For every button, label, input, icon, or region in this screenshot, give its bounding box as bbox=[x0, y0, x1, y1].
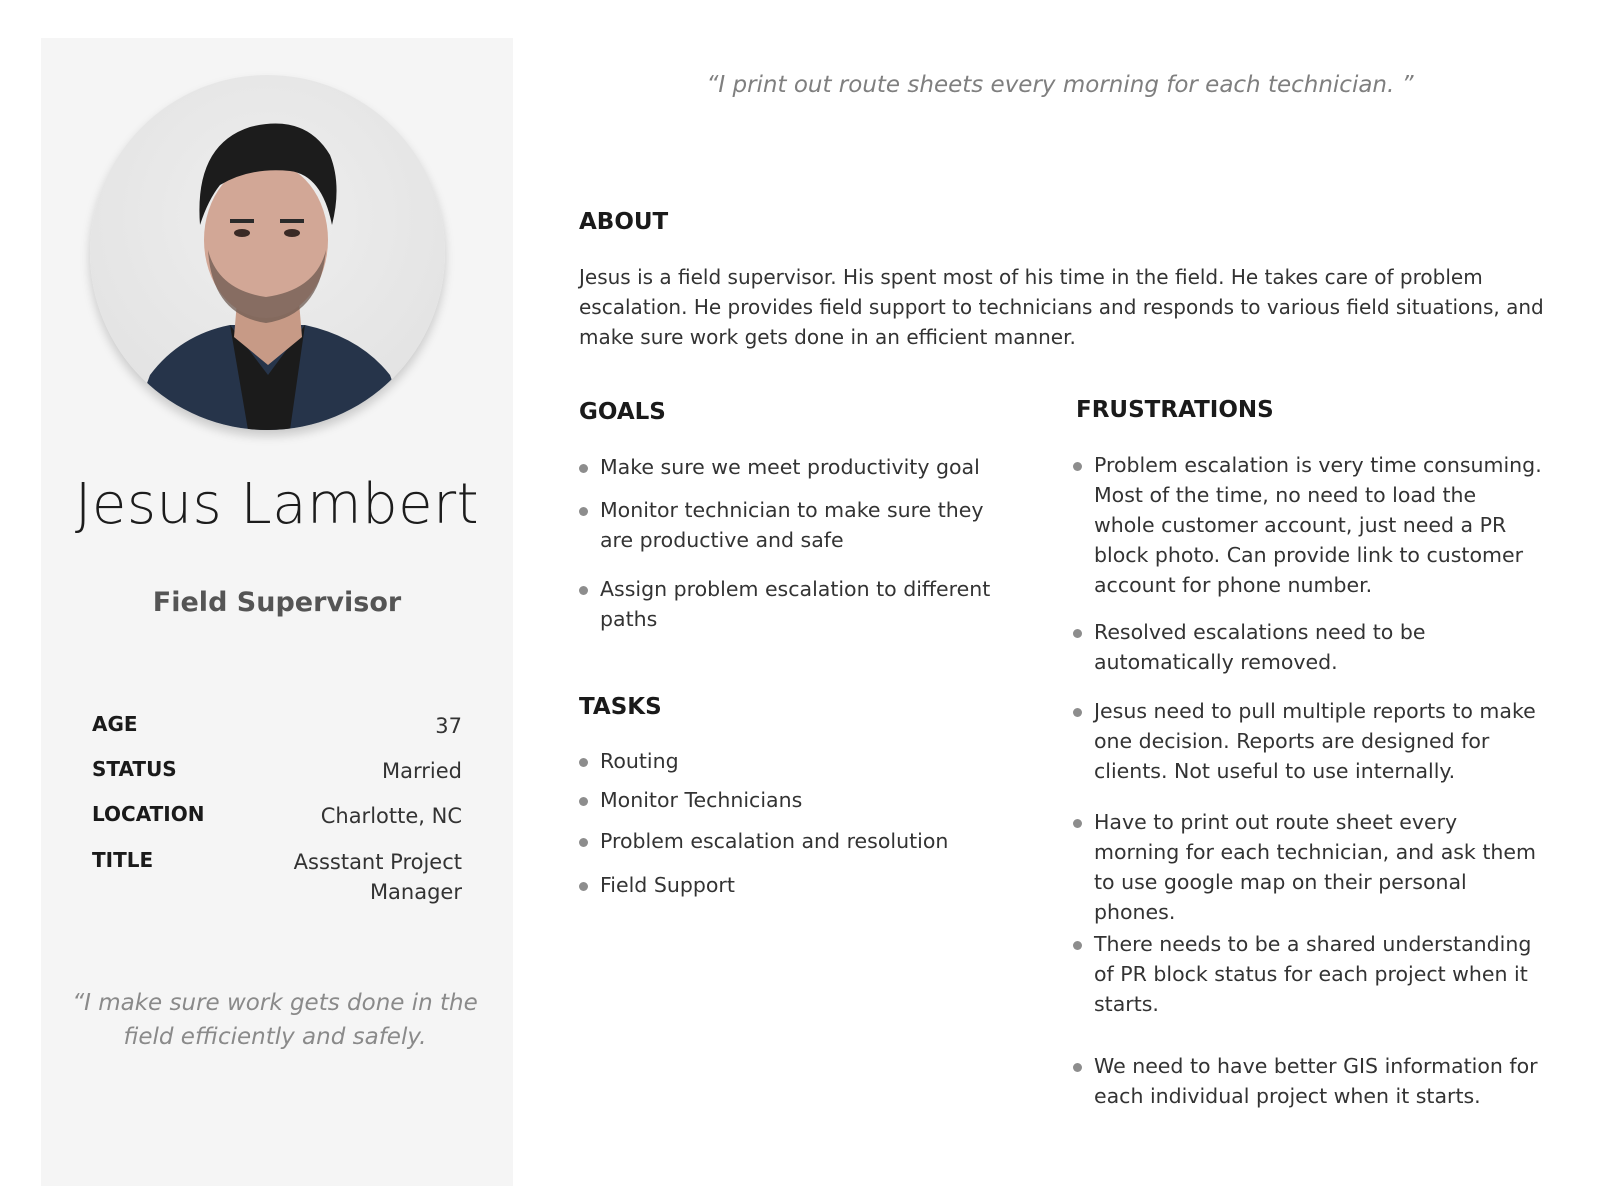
info-value-status: Married bbox=[382, 759, 462, 783]
goal-item: Assign problem escalation to different paths bbox=[579, 574, 1019, 634]
info-value-title: Assstant Project Manager bbox=[293, 850, 462, 904]
task-item: Monitor Technicians bbox=[579, 785, 1019, 815]
info-label-age: AGE bbox=[92, 712, 138, 736]
frustrations-heading: FRUSTRATIONS bbox=[1076, 397, 1274, 423]
person-name: Jesus Lambert bbox=[74, 472, 480, 537]
goal-item: Monitor technician to make sure they are productive and safe bbox=[579, 495, 1019, 555]
profile-quote: “I make sure work gets done in the field efficiently and safely. bbox=[72, 990, 478, 1050]
info-label-title: TITLE bbox=[92, 848, 154, 872]
info-value-age: 37 bbox=[435, 714, 462, 738]
goals-heading: GOALS bbox=[579, 399, 666, 425]
task-item: Routing bbox=[579, 746, 1019, 776]
info-label-status: STATUS bbox=[92, 757, 177, 781]
frustration-item: We need to have better GIS information for each individual project when it starts. bbox=[1073, 1051, 1543, 1111]
frustration-item: Resolved escalations need to be automatically removed. bbox=[1073, 617, 1543, 677]
header-quote: “I print out route sheets every morning for each technician. ” bbox=[706, 72, 1414, 98]
frustration-item: Have to print out route sheet every morning for each technician, and ask them to use google map on their personal phones. bbox=[1073, 807, 1543, 927]
about-text: Jesus is a field supervisor. His spent most of his time in the field. He takes care of problem escalation. He provides field support to technicians and responds to various field situations, and make sure work gets done in an efficient manner. bbox=[579, 265, 1544, 349]
person-portrait-icon bbox=[90, 75, 445, 430]
tasks-heading: TASKS bbox=[579, 694, 662, 720]
profile-photo bbox=[90, 75, 445, 430]
info-label-location: LOCATION bbox=[92, 802, 205, 826]
task-item: Problem escalation and resolution bbox=[579, 826, 1019, 856]
task-item: Field Support bbox=[579, 870, 1019, 900]
info-value-location: Charlotte, NC bbox=[320, 804, 462, 828]
frustration-item: There needs to be a shared understanding of PR block status for each project when it starts. bbox=[1073, 929, 1543, 1019]
frustration-item: Problem escalation is very time consuming. Most of the time, no need to load the whole customer account, just need a PR block photo. Can provide link to customer account for phone number. bbox=[1073, 450, 1543, 600]
person-role: Field Supervisor bbox=[152, 587, 402, 618]
frustration-item: Jesus need to pull multiple reports to make one decision. Reports are designed for clients. Not useful to use internally. bbox=[1073, 696, 1543, 786]
about-heading: ABOUT bbox=[579, 209, 669, 235]
goal-item: Make sure we meet productivity goal bbox=[579, 452, 1019, 482]
